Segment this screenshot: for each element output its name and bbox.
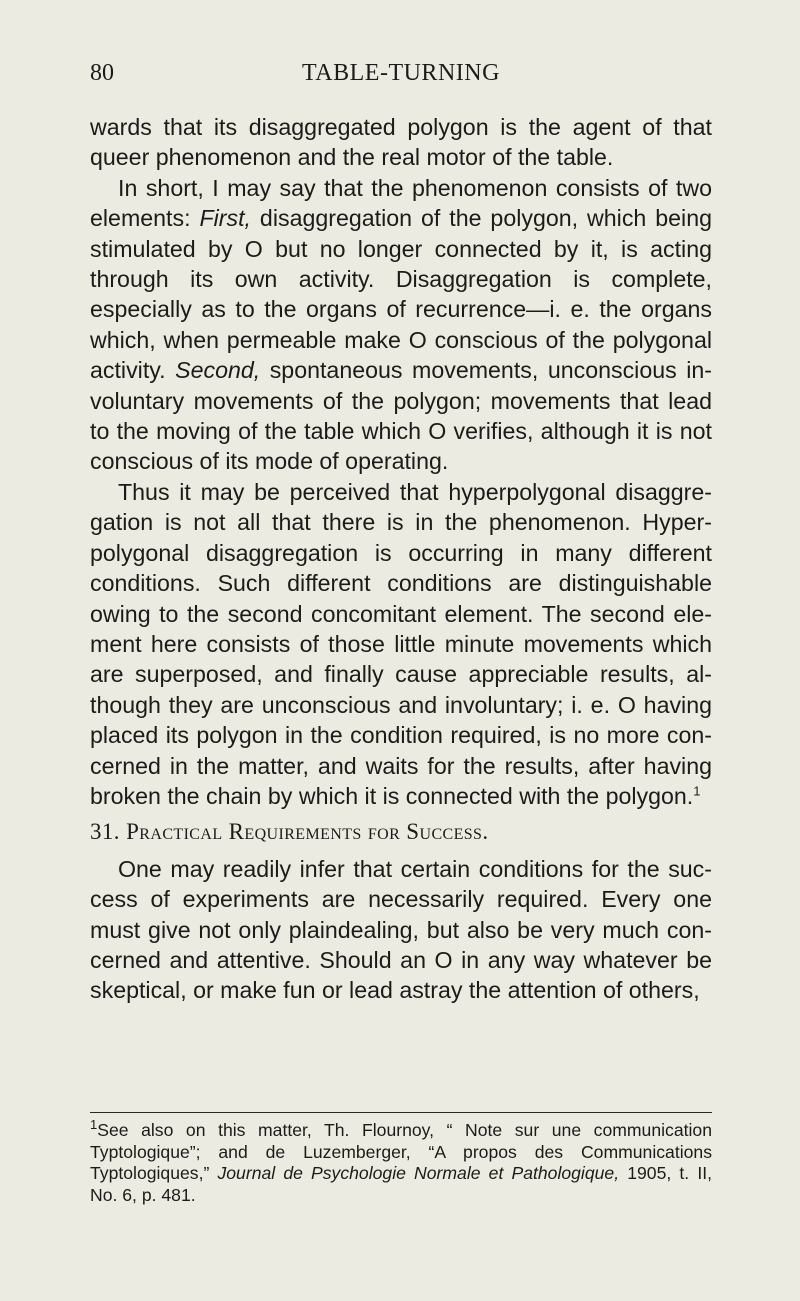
- footnote-journal: Journal de Psychologie Normale et Pathologique,: [217, 1163, 620, 1183]
- paragraph-hyperpolygonal: [90, 477, 712, 811]
- running-title: TABLE-TURNING: [302, 60, 500, 86]
- paragraph-requirements: One may readily infer that certain conditions for the suc-cess of experiments are necessarily required. Every one must give not only plaindealing, but also be very much con-cerned and attentive. Should an O in any way whatever be skeptical, or make fun or lead astray the attention of others,: [90, 855, 712, 1004]
- footnote-divider: [90, 1112, 712, 1113]
- footnote-body: See also on this matter, Th. Flournoy, “ Note sur une communication Typtologique”; and de Luzemberger, “A propos des Communications Typtologiques,”: [90, 1120, 712, 1183]
- page-number: 80: [90, 60, 114, 86]
- section-heading: [90, 817, 712, 847]
- body-text: [90, 112, 712, 1006]
- paragraph-elements: [90, 173, 712, 477]
- footnote: [90, 1117, 712, 1206]
- paragraph-text: Thus it may be perceived that hyperpolygonal disaggre-gation is not all that there is in the phenomenon. Hyper-polygonal disaggregation is occurring in many different conditions. Such different conditions are distinguishable owing to the second concomitant element. The second ele-ment here consists of those little minute movements which are superposed, and finally cause appreciable results, al-though they are unconscious and involuntary; i. e. O having placed its polygon in the condition required, is no more con-cerned in the matter, and waits for the results, after having broken the chain by which it is connected with the polygon.: [90, 478, 712, 809]
- paragraph-continuation: wards that its disaggregated polygon is the agent of that queer phenomenon and the real motor of the table.: [90, 114, 712, 171]
- paragraph-text: disaggregation of the polygon, which being stimulated by O but no longer connected by it, is acting through its own activity. Disaggregation is complete, especially as to the organs of recurrence—i. e. the organs which, when permeable make O conscious of the polygonal activity.: [90, 205, 712, 384]
- footnote-marker: 1: [90, 1117, 98, 1133]
- footnote-body-end: 1905, t. II, No. 6, p. 481.: [90, 1163, 712, 1205]
- section-title: Practical Requirements for Success.: [126, 819, 489, 845]
- paragraph-text: spontaneous movements, unconscious in-voluntary movements of the polygon; movements that lead to the moving of the table which O verifies, although it is not conscious of its mode of operating.: [90, 357, 712, 475]
- running-head: [90, 60, 712, 94]
- italic-first: First,: [199, 205, 251, 232]
- paragraph-text: In short, I may say that the phenomenon consists of two elements:: [90, 174, 712, 232]
- italic-second: Second,: [175, 357, 261, 384]
- section-number: 31.: [90, 819, 120, 845]
- footnote-text: [90, 1117, 712, 1206]
- footnote-reference[interactable]: 1: [693, 783, 701, 799]
